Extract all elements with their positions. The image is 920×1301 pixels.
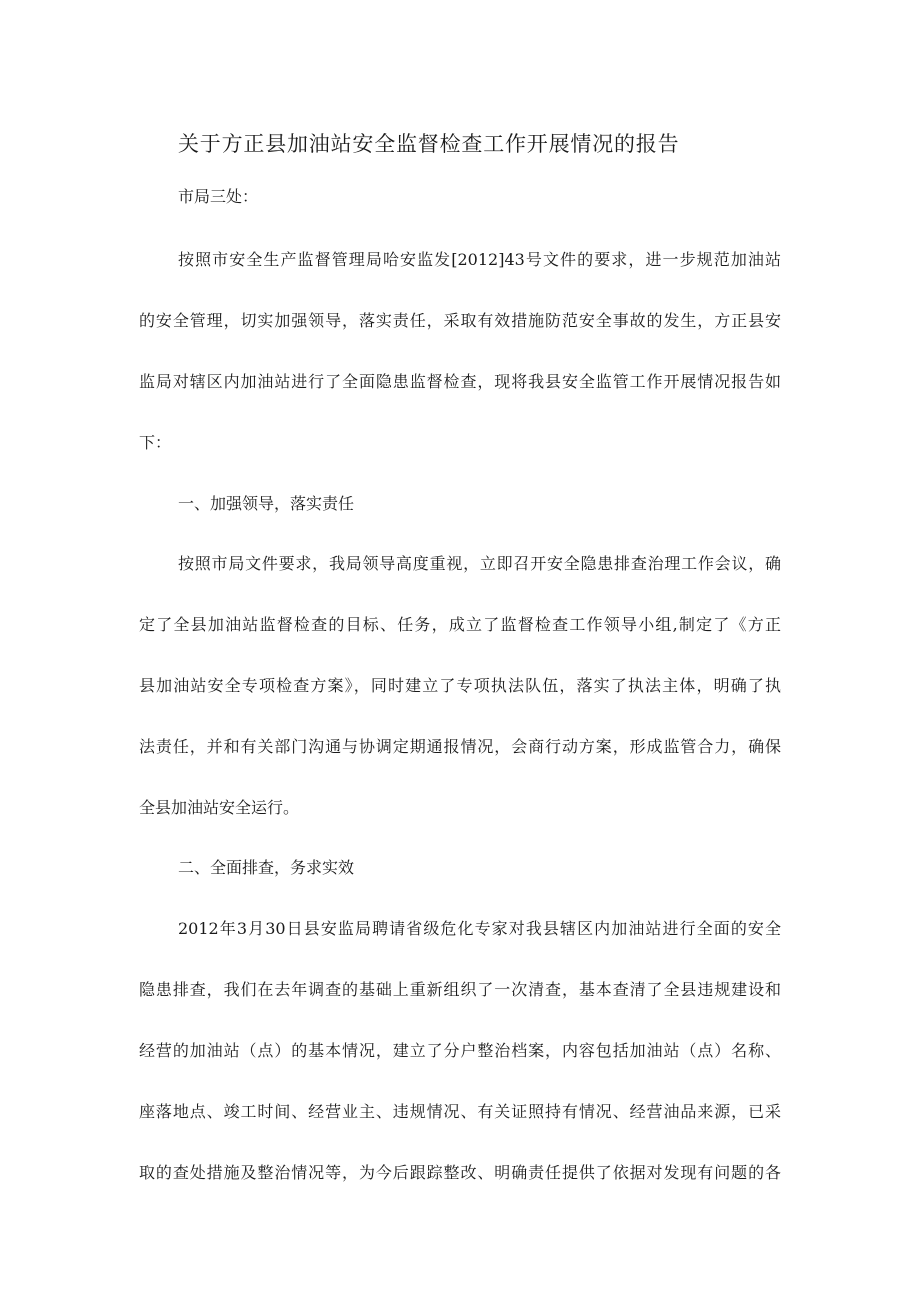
- paragraph-1-line-3: 监局对辖区内加油站进行了全面隐患监督检查，现将我县安全监管工作开展情况报告如: [139, 372, 781, 391]
- paragraph-2-line-1: 按照市局文件要求，我局领导高度重视，立即召开安全隐患排查治理工作会议，确: [178, 554, 781, 573]
- paragraph-2-line-4: 法责任，并和有关部门沟通与协调定期通报情况，会商行动方案，形成监管合力，确保: [139, 737, 781, 756]
- salutation: 市局三处：: [178, 187, 259, 206]
- document-title: 关于方正县加油站安全监督检查工作开展情况的报告: [178, 132, 680, 156]
- section-1-heading: 一、加强领导，落实责任: [178, 494, 355, 513]
- paragraph-2-line-3: 县加油站安全专项检查方案》，同时建立了专项执法队伍，落实了执法主体，明确了执: [139, 676, 781, 695]
- paragraph-3-line-5: 取的查处措施及整治情况等，为今后跟踪整改、明确责任提供了依据对发现有问题的各: [139, 1163, 781, 1182]
- paragraph-3-line-4: 座落地点、竣工时间、经营业主、违规情况、有关证照持有情况、经营油品来源，已采: [139, 1102, 781, 1121]
- paragraph-2-line-2: 定了全县加油站监督检查的目标、任务，成立了监督检查工作领导小组,制定了《方正: [139, 615, 781, 634]
- paragraph-1-line-4: 下：: [139, 433, 172, 452]
- paragraph-3-line-1: 2012年3月30日县安监局聘请省级危化专家对我县辖区内加油站进行全面的安全: [178, 919, 781, 938]
- paragraph-1-line-1: 按照市安全生产监督管理局哈安监发[2012]43号文件的要求，进一步规范加油站: [178, 250, 781, 269]
- paragraph-1-line-2: 的安全管理，切实加强领导，落实责任，采取有效措施防范安全事故的发生，方正县安: [139, 311, 781, 330]
- paragraph-3-line-3: 经营的加油站（点）的基本情况，建立了分户整治档案，内容包括加油站（点）名称、: [139, 1041, 781, 1060]
- paragraph-3-line-2: 隐患排查，我们在去年调查的基础上重新组织了一次清查，基本查清了全县违规建设和: [139, 980, 781, 999]
- paragraph-2-line-5: 全县加油站安全运行。: [139, 798, 300, 817]
- section-2-heading: 二、全面排查，务求实效: [178, 858, 355, 877]
